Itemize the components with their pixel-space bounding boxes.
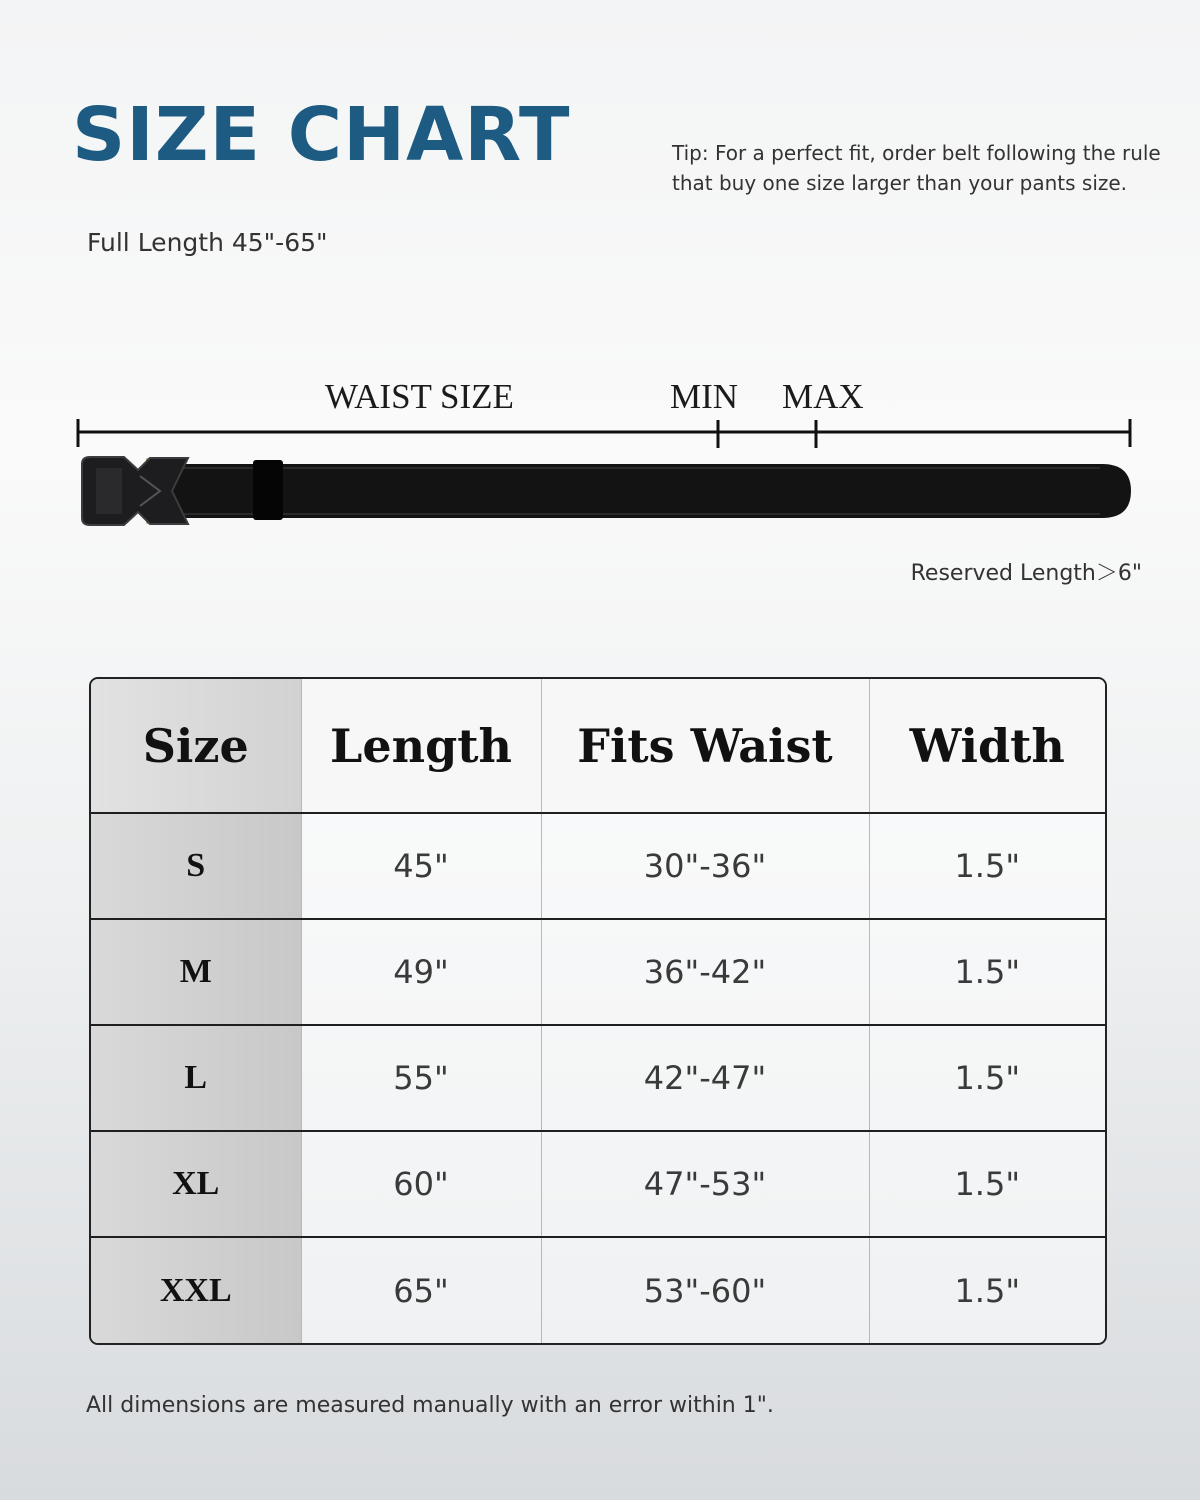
header-width: Width: [869, 679, 1105, 813]
waist-cell: 30"-36": [541, 813, 869, 919]
table-row: [91, 1025, 1105, 1131]
size-cell: S: [91, 813, 301, 919]
belt-diagram: [0, 360, 1200, 540]
belt-strap: [150, 464, 1131, 518]
buckle-icon: [82, 457, 188, 525]
table-row: [91, 919, 1105, 1025]
header-length: Length: [301, 679, 541, 813]
fit-tip: Tip: For a perfect fit, order belt following the rule that buy one size larger than your pants size.: [672, 141, 1161, 195]
width-cell: 1.5": [869, 1025, 1105, 1131]
table-row: [91, 1237, 1105, 1343]
size-cell: XXL: [91, 1237, 301, 1343]
max-label: MAX: [782, 377, 864, 416]
belt-keeper: [253, 460, 283, 520]
size-cell: L: [91, 1025, 301, 1131]
table-row: [91, 1131, 1105, 1237]
min-label: MIN: [670, 377, 739, 416]
length-cell: 65": [301, 1237, 541, 1343]
waist-cell: 53"-60": [541, 1237, 869, 1343]
footnote: All dimensions are measured manually with an error within 1".: [86, 1393, 774, 1418]
length-cell: 49": [301, 919, 541, 1025]
table-row: [91, 813, 1105, 919]
table-header-row: [91, 679, 1105, 813]
waist-cell: 42"-47": [541, 1025, 869, 1131]
width-cell: 1.5": [869, 813, 1105, 919]
reserved-length-label: Reserved Length＞6": [910, 561, 1142, 586]
length-cell: 45": [301, 813, 541, 919]
header-size: Size: [91, 679, 301, 813]
size-cell: XL: [91, 1131, 301, 1237]
length-cell: 60": [301, 1131, 541, 1237]
page-title: SIZE CHART: [72, 92, 571, 178]
waist-cell: 47"-53": [541, 1131, 869, 1237]
full-length-label: Full Length 45"-65": [87, 228, 328, 257]
length-cell: 55": [301, 1025, 541, 1131]
waist-size-label: WAIST SIZE: [325, 377, 514, 416]
width-cell: 1.5": [869, 919, 1105, 1025]
size-cell: M: [91, 919, 301, 1025]
dimension-line: [78, 419, 1130, 448]
waist-cell: 36"-42": [541, 919, 869, 1025]
width-cell: 1.5": [869, 1131, 1105, 1237]
size-table: [89, 677, 1107, 1345]
width-cell: 1.5": [869, 1237, 1105, 1343]
header-fits-waist: Fits Waist: [541, 679, 869, 813]
